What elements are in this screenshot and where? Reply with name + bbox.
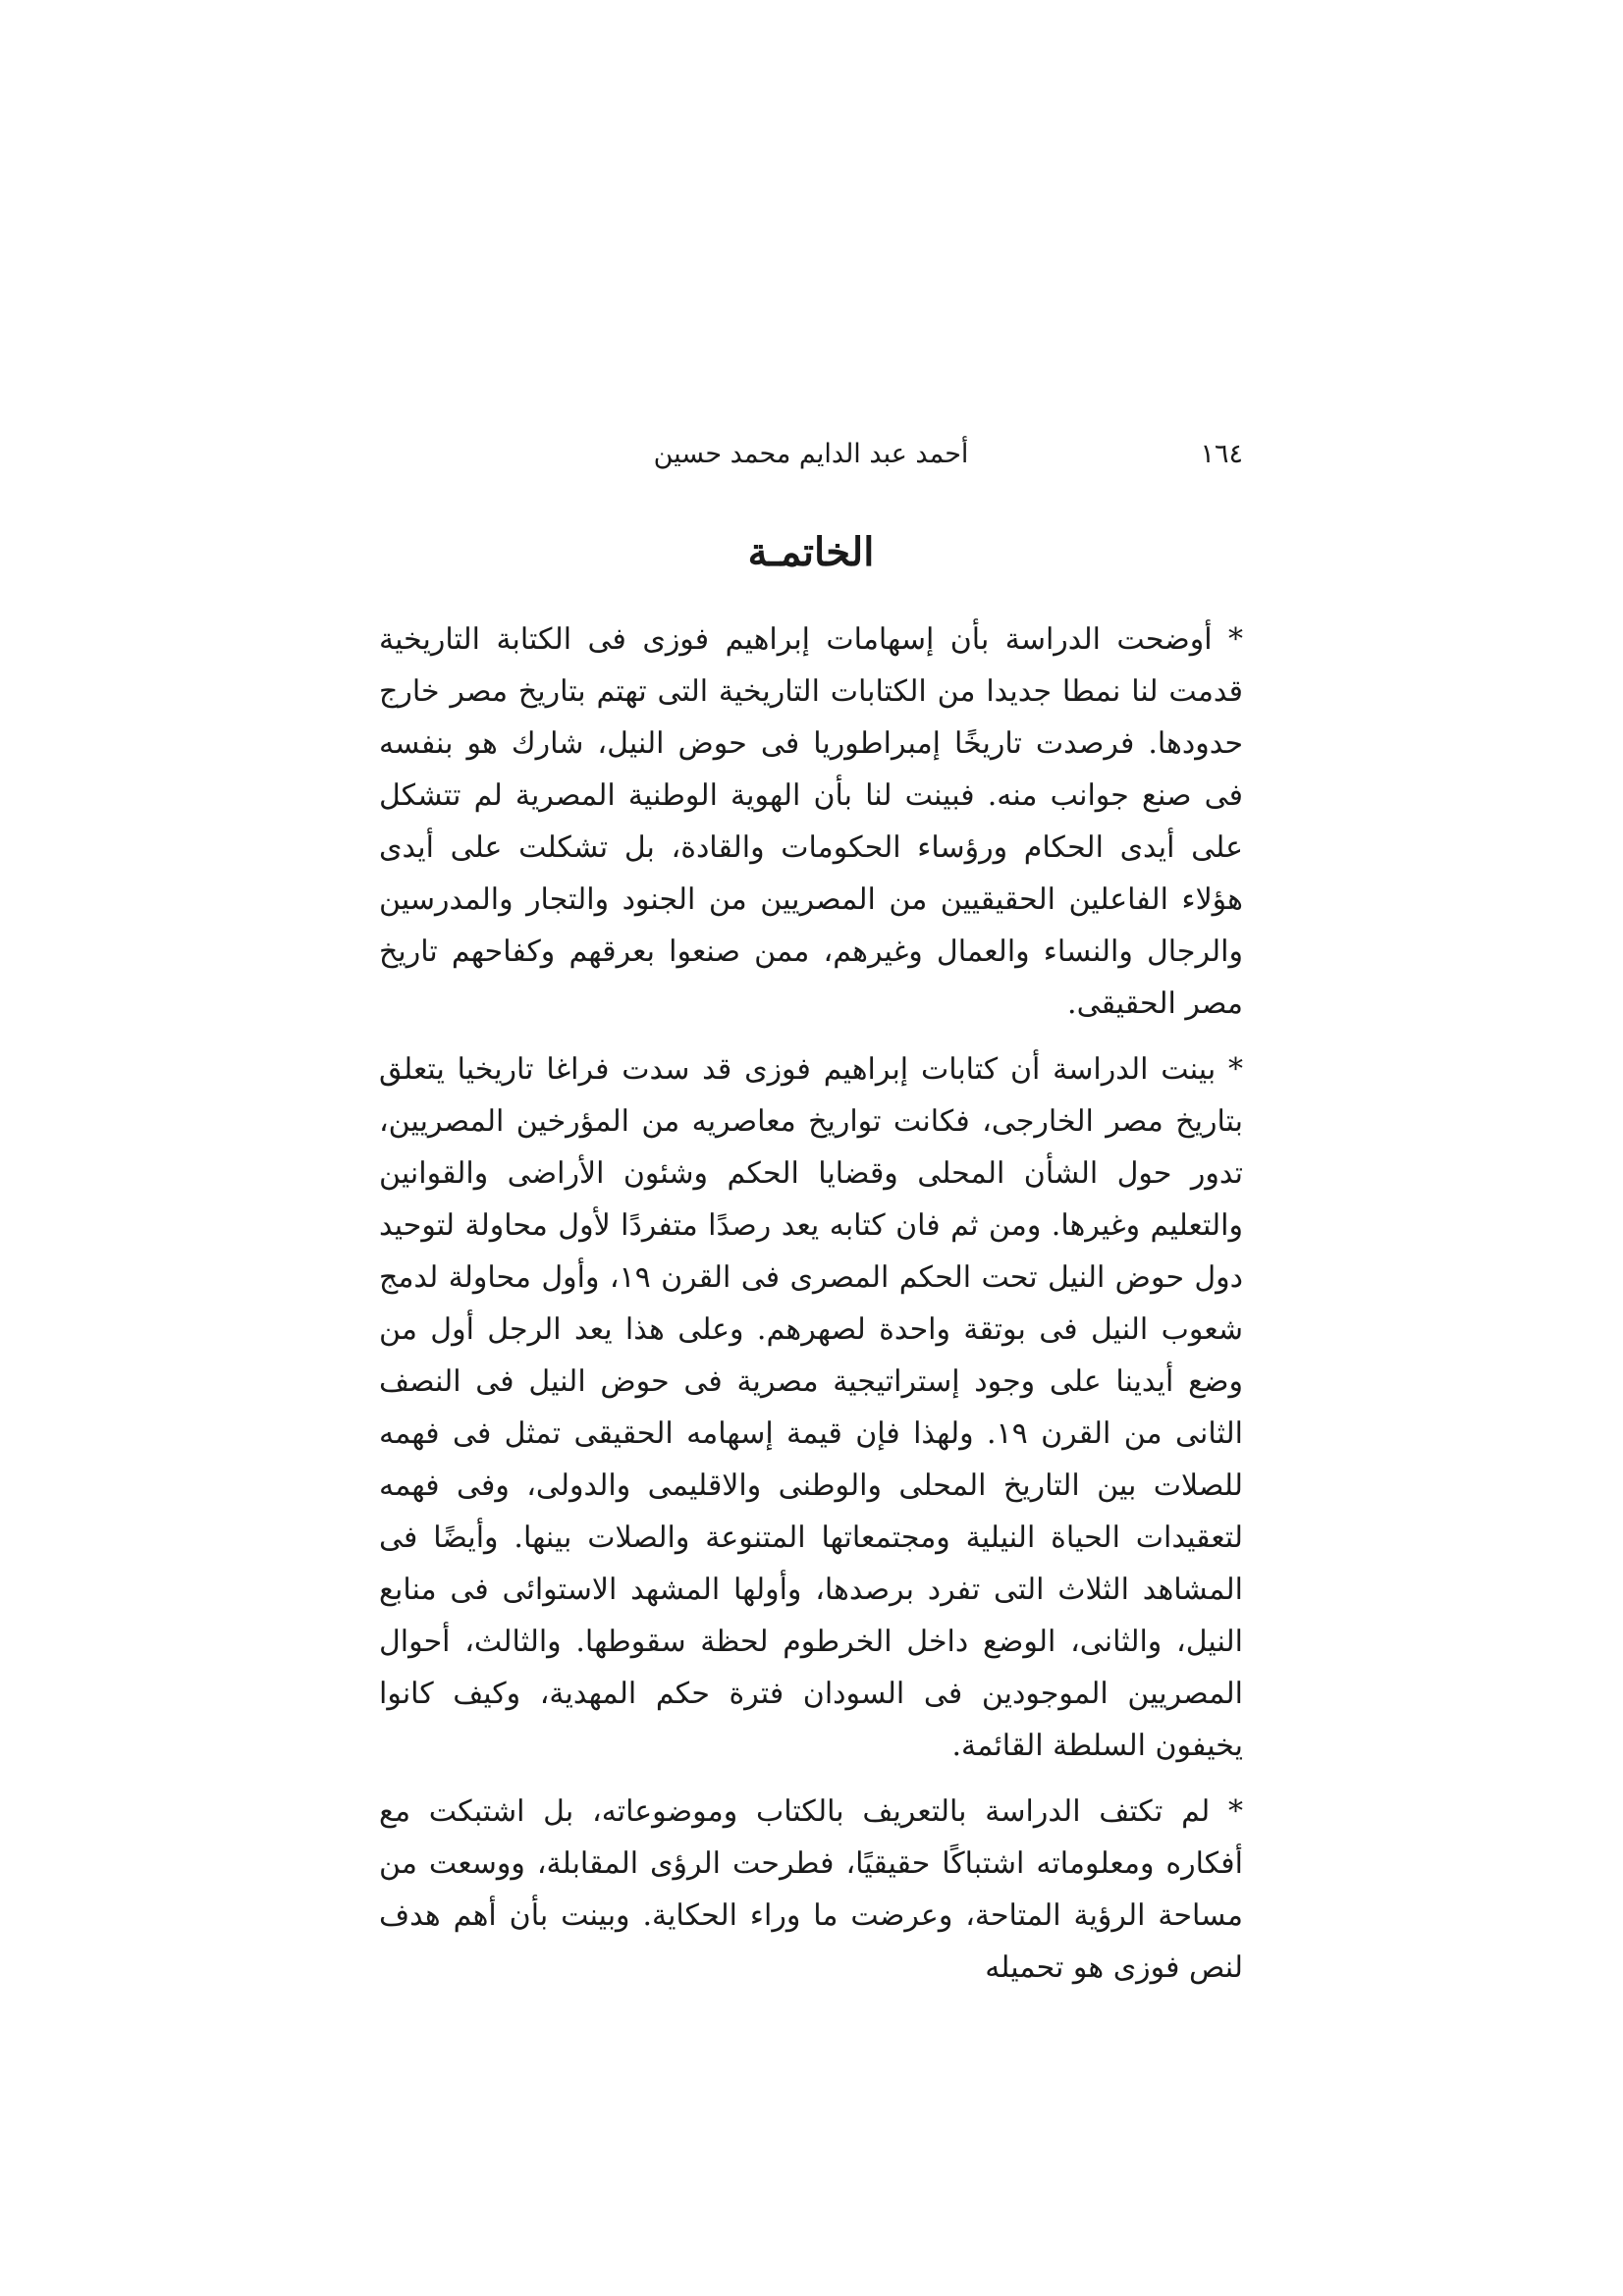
paragraph: * أوضحت الدراسة بأن إسهامات إبراهيم فوزى فى الكتابة التاريخية قدمت لنا نمطا جديدا من الكتابات التاريخية التى تهتم بتاريخ مصر خارج حدودها. فرصدت تاريخًا إمبراطوريا فى حوض النيل، شارك هو بنفسه فى صنع جوانب منه. فبينت لنا بأن الهوية الوطنية المصرية لم تتشكل على أيدى الحكام ورؤساء الحكومات والقادة، بل تشكلت على أيدى هؤلاء الفاعلين الحقيقيين من المصريين من الجنود والتجار والمدرسين والرجال والنساء والعمال وغيرهم، ممن صنعوا بعرقهم وكفاحهم تاريخ مصر الحقيقى.	[379, 622, 1243, 1021]
body-text	[379, 614, 1243, 2007]
page-number: ١٦٤	[1200, 439, 1243, 469]
chapter-title: الخاتمـة	[747, 529, 875, 575]
header-author: أحمد عبد الدايم محمد حسين	[653, 439, 969, 469]
paragraph: * بينت الدراسة أن كتابات إبراهيم فوزى قد سدت فراغا تاريخيا يتعلق بتاريخ مصر الخارجى، فكانت تواريخ معاصريه من المؤرخين المصريين، تدور حول الشأن المحلى وقضايا الحكم وشئون الأراضى والقوانين والتعليم وغيرها. ومن ثم فان كتابه يعد رصدًا متفردًا لأول محاولة لتوحيد دول حوض النيل تحت الحكم المصرى فى القرن ١٩، وأول محاولة لدمج شعوب النيل فى بوتقة واحدة لصهرهم. وعلى هذا يعد الرجل أول من وضع أيدينا على وجود إستراتيجية مصرية فى حوض النيل فى النصف الثانى من القرن ١٩. ولهذا فإن قيمة إسهامه الحقيقى تمثل فى فهمه للصلات بين التاريخ المحلى والوطنى والاقليمى والدولى، وفى فهمه لتعقيدات الحياة النيلية ومجتمعاتها المتنوعة والصلات بينها. وأيضًا فى المشاهد الثلاث التى تفرد برصدها، وأولها المشهد الاستوائى فى منابع النيل، والثانى، الوضع داخل الخرطوم لحظة سقوطها. والثالث، أحوال المصريين الموجودين فى السودان فترة حكم المهدية، وكيف كانوا يخيفون السلطة القائمة.	[379, 1052, 1244, 1763]
paragraph: * لم تكتف الدراسة بالتعريف بالكتاب وموضوعاته، بل اشتبكت مع أفكاره ومعلوماته اشتباكًا حقيقيًا، فطرحت الرؤى المقابلة، ووسعت من مساحة الرؤية المتاحة، وعرضت ما وراء الحكاية. وبينت بأن أهم هدف لنص فوزى هو تحميله	[379, 1794, 1243, 1985]
running-header	[379, 430, 1243, 479]
